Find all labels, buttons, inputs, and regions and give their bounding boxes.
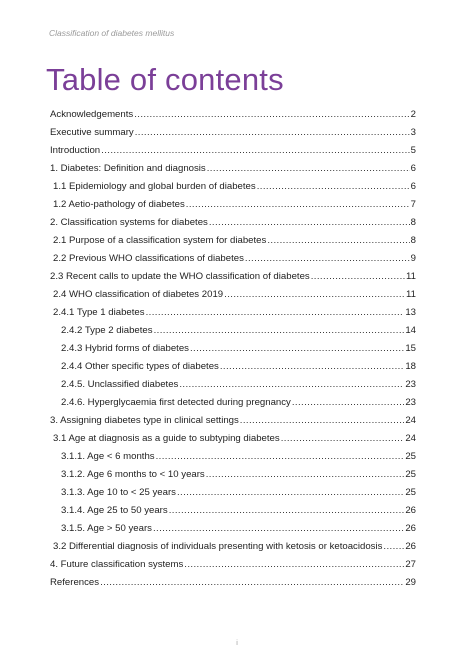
toc-entry-section-4[interactable] <box>50 558 416 572</box>
dot-leader <box>135 126 410 140</box>
toc-entry-section-2-1[interactable] <box>50 234 416 248</box>
toc-entry-section-2-4-3[interactable] <box>50 342 416 356</box>
dot-leader <box>224 288 405 302</box>
toc-entry-text: 3.1.4. Age 25 to 50 years <box>61 504 168 516</box>
dot-leader <box>146 306 405 320</box>
dot-leader <box>186 198 410 212</box>
dot-leader <box>190 342 404 356</box>
toc-entry-text: Acknowledgements <box>50 109 134 120</box>
toc-entry-references[interactable] <box>50 576 416 590</box>
toc-entry-page: 25 <box>405 468 416 480</box>
toc-entry-text: 1.1 Epidemiology and global burden of diabetes <box>53 180 256 192</box>
toc-entry-page: 6 <box>410 180 416 192</box>
toc-entry-section-3-1-5[interactable] <box>50 522 416 536</box>
toc-entry-section-2-4[interactable] <box>50 288 416 302</box>
dot-leader <box>383 540 404 554</box>
toc-entry-section-2-4-4[interactable] <box>50 360 416 374</box>
toc-entry-page: 8 <box>410 216 416 228</box>
toc-entry-page: 26 <box>405 522 416 534</box>
toc-entry-page: 27 <box>405 558 416 570</box>
toc-entry-text: References <box>50 576 100 588</box>
toc-entry-text: 2.4.1 Type 1 diabetes <box>53 306 145 318</box>
toc-entry-section-1-1[interactable] <box>50 180 416 194</box>
toc-entry-text: 3.1.3. Age 10 to < 25 years <box>61 486 176 498</box>
dot-leader <box>177 486 404 500</box>
toc-entry-executive-summary[interactable] <box>50 126 416 140</box>
dot-leader <box>100 576 404 590</box>
dot-leader <box>206 468 405 482</box>
toc-entry-page: 23 <box>405 378 416 390</box>
toc-entry-text: 4. Future classification systems <box>50 558 184 570</box>
toc-entry-section-3-1-4[interactable] <box>50 504 416 518</box>
toc-entry-page: 8 <box>410 234 416 246</box>
dot-leader <box>153 522 404 536</box>
toc-entry-page: 24 <box>405 432 416 444</box>
toc-entry-page: 11 <box>406 270 416 282</box>
toc-entry-page: 26 <box>405 504 416 516</box>
table-of-contents <box>50 108 416 590</box>
toc-entry-section-2-4-2[interactable] <box>50 324 416 338</box>
dot-leader <box>207 162 410 176</box>
toc-entry-text: 1. Diabetes: Definition and diagnosis <box>50 162 206 174</box>
dot-leader <box>156 450 405 464</box>
toc-entry-text: 2.4.5. Unclassified diabetes <box>61 378 179 390</box>
toc-entry-page: 29 <box>405 576 416 588</box>
dot-leader <box>257 180 410 194</box>
toc-entry-page: 25 <box>405 486 416 498</box>
toc-entry-text: 2.4.3 Hybrid forms of diabetes <box>61 342 189 354</box>
toc-entry-page: 14 <box>405 324 416 336</box>
toc-entry-page: 6 <box>410 162 416 174</box>
toc-entry-section-2-2[interactable] <box>50 252 416 266</box>
toc-entry-section-3-1-2[interactable] <box>50 468 416 482</box>
toc-entry-text: 3.2 Differential diagnosis of individuals presenting with ketosis or ketoacidosis <box>53 540 383 552</box>
dot-leader <box>101 144 410 158</box>
toc-entry-page: 26 <box>405 540 416 552</box>
toc-entry-text: Executive summary <box>50 126 134 138</box>
toc-entry-text: 3.1.1. Age < 6 months <box>61 450 155 462</box>
toc-entry-text: 2.4.2 Type 2 diabetes <box>61 324 153 336</box>
toc-entry-page: 3 <box>410 126 416 138</box>
dot-leader <box>267 234 409 248</box>
toc-entry-text: 2.1 Purpose of a classification system for diabetes <box>53 234 267 246</box>
toc-entry-page: 13 <box>405 306 416 318</box>
toc-entry-page: 25 <box>405 450 416 462</box>
dot-leader <box>245 252 410 266</box>
dot-leader <box>134 108 409 122</box>
toc-entry-text: 2.4.4 Other specific types of diabetes <box>61 360 219 372</box>
toc-entry-section-3-2[interactable] <box>50 540 416 554</box>
toc-entry-text: 2.4.6. Hyperglycaemia first detected during pregnancy <box>61 396 291 408</box>
toc-entry-text: 3.1.5. Age > 50 years <box>61 522 152 534</box>
toc-entry-section-3-1-3[interactable] <box>50 486 416 500</box>
toc-entry-page: 7 <box>410 198 416 210</box>
toc-entry-page: 23 <box>405 396 416 408</box>
toc-entry-section-1[interactable] <box>50 162 416 176</box>
toc-entry-section-2-4-6[interactable] <box>50 396 416 410</box>
dot-leader <box>311 270 405 284</box>
page-number: i <box>236 640 238 647</box>
toc-entry-section-2-3[interactable] <box>50 270 416 284</box>
toc-entry-text: 1.2 Aetio-pathology of diabetes <box>53 198 185 210</box>
dot-leader <box>184 558 404 572</box>
toc-entry-page: 5 <box>410 144 416 156</box>
dot-leader <box>209 216 410 230</box>
toc-entry-section-3-1-1[interactable] <box>50 450 416 464</box>
dot-leader <box>292 396 404 410</box>
toc-entry-text: 2.2 Previous WHO classifications of diabetes <box>53 252 244 264</box>
toc-entry-text: 2. Classification systems for diabetes <box>50 216 208 228</box>
toc-entry-text: 2.4 WHO classification of diabetes 2019 <box>53 288 224 300</box>
page-title: Table of contents <box>46 62 284 97</box>
toc-entry-page: 18 <box>405 360 416 372</box>
dot-leader <box>154 324 405 338</box>
toc-entry-section-2[interactable] <box>50 216 416 230</box>
toc-entry-text: 2.3 Recent calls to update the WHO classification of diabetes <box>50 270 310 282</box>
toc-entry-section-1-2[interactable] <box>50 198 416 212</box>
toc-entry-page: 9 <box>410 252 416 264</box>
toc-entry-section-3-1[interactable] <box>50 432 416 446</box>
toc-entry-text: 3. Assigning diabetes type in clinical settings <box>50 414 239 426</box>
toc-entry-page: 24 <box>405 414 416 426</box>
toc-entry-introduction[interactable] <box>50 144 416 158</box>
dot-leader <box>179 378 404 392</box>
toc-entry-page: 11 <box>406 288 416 300</box>
toc-entry-section-2-4-1[interactable] <box>50 306 416 320</box>
toc-entry-text: 3.1.2. Age 6 months to < 10 years <box>61 468 205 480</box>
toc-entry-acknowledgements[interactable] <box>50 108 416 122</box>
dot-leader <box>169 504 405 518</box>
dot-leader <box>240 414 405 428</box>
running-header: Classification of diabetes mellitus <box>49 28 175 38</box>
toc-entry-section-2-4-5[interactable] <box>50 378 416 392</box>
toc-entry-section-3[interactable] <box>50 414 416 428</box>
toc-entry-text: Introduction <box>50 144 101 156</box>
toc-entry-page: 2 <box>410 109 416 120</box>
toc-entry-page: 15 <box>405 342 416 354</box>
toc-entry-text: 3.1 Age at diagnosis as a guide to subtyping diabetes <box>53 432 280 444</box>
dot-leader <box>220 360 404 374</box>
dot-leader <box>281 432 405 446</box>
